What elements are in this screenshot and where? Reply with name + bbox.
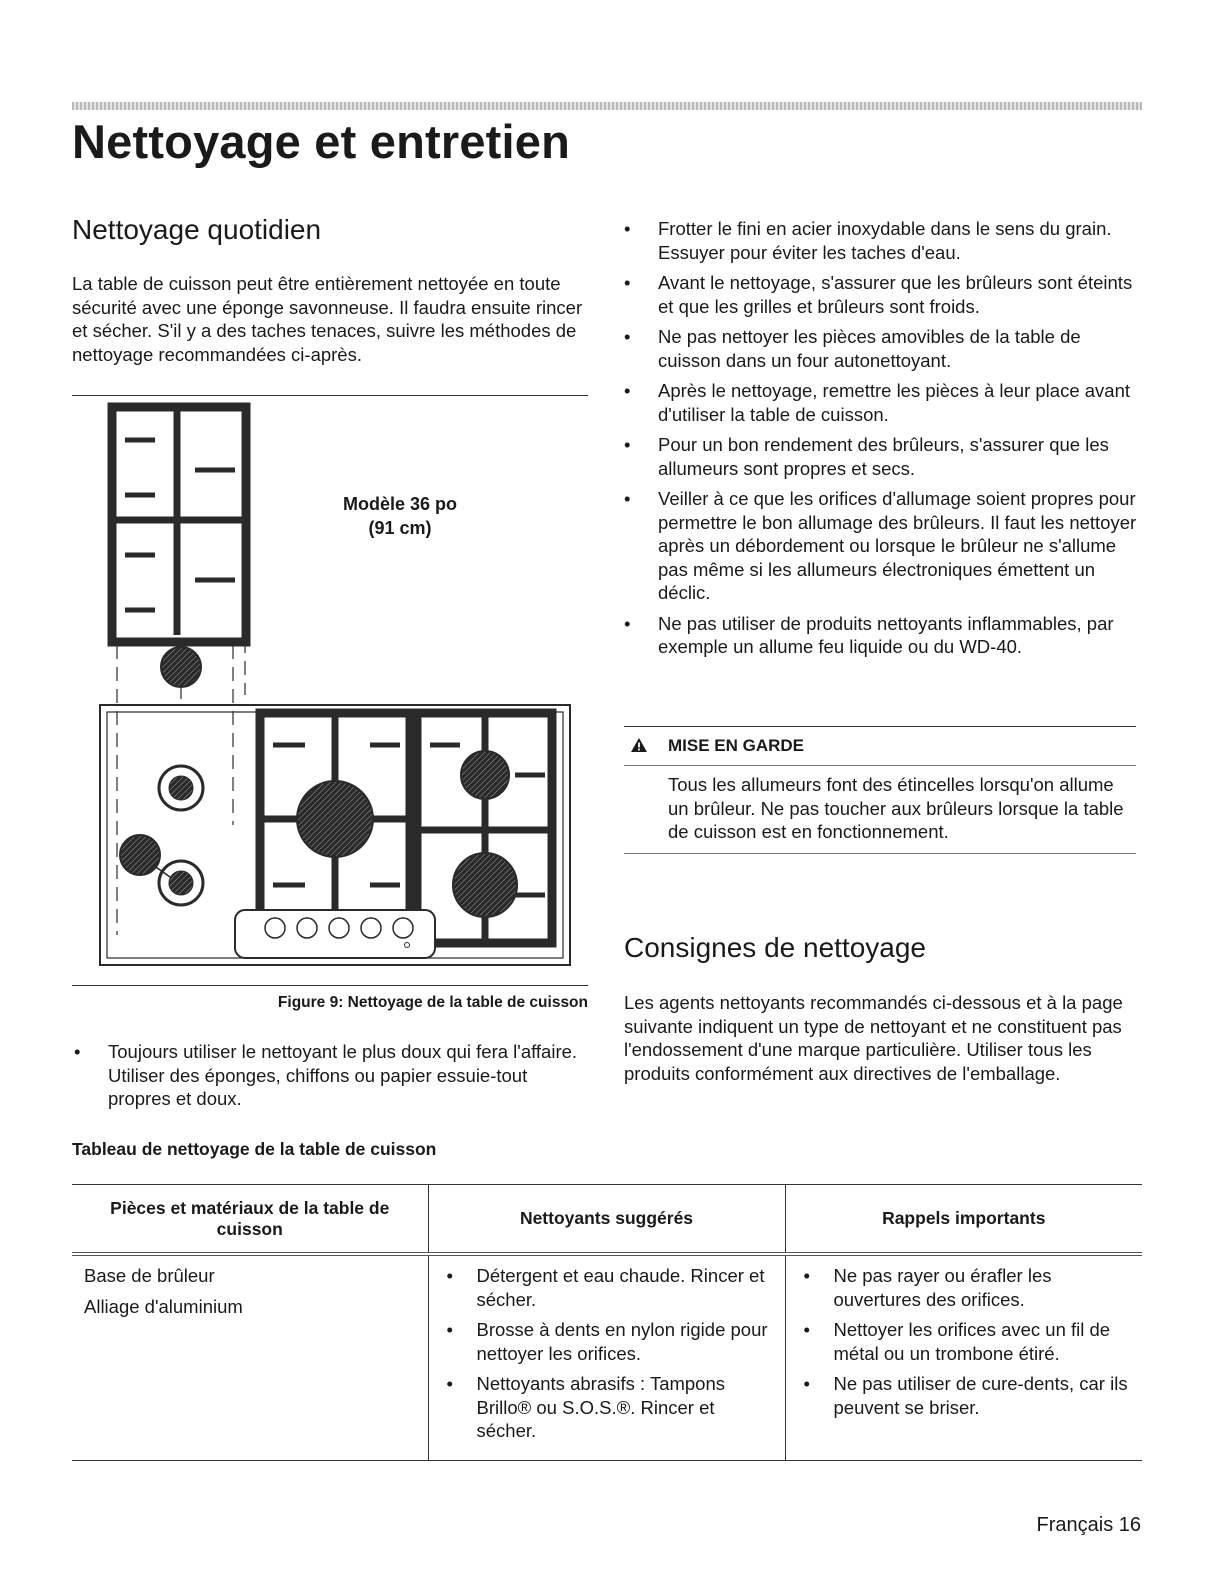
- right-grate: [417, 713, 552, 943]
- table-header-cell: Nettoyants suggérés: [428, 1185, 785, 1255]
- table-header-cell: Rappels importants: [785, 1185, 1142, 1255]
- table-title: Tableau de nettoyage de la table de cuisson: [72, 1139, 437, 1159]
- list-item: • Ne pas utiliser de produits nettoyants inflammables, par exemple un allume feu liquide ou du WD-40.: [624, 612, 1114, 657]
- list-item: • Frotter le fini en acier inoxydable dans le sens du grain. Essuyer pour éviter les taches d'eau.: [624, 218, 1112, 263]
- left-burners: [120, 766, 203, 905]
- warning-title: MISE EN GARDE: [668, 736, 805, 755]
- list-item: • Avant le nettoyage, s'assurer que les brûleurs sont éteints et que les grilles et brûleurs sont froids.: [624, 272, 1133, 317]
- list-item: • Pour un bon rendement des brûleurs, s'assurer que les allumeurs sont propres et secs.: [624, 434, 1109, 479]
- instructions-text: Les agents nettoyants recommandés ci-dessous et à la page suivante indiquent un type de nettoyant et ne constituent pas l'endossement d'une marque particulière. Utiliser tous les produits conformément aux directives de l'emballage.: [624, 992, 1123, 1084]
- center-grate: [260, 713, 410, 925]
- warning-icon: [630, 737, 648, 753]
- figure-bottom-rule: [72, 985, 588, 986]
- warning-text: Tous les allumeurs font des étincelles lorsqu'on allume un brûleur. Ne pas toucher aux brûleurs lorsque la table de cuisson est en fonctionnement.: [668, 774, 1124, 842]
- model-label: Modèle 36 po (91 cm): [342, 494, 458, 538]
- list-item: • Toujours utiliser le nettoyant le plus doux qui fera l'affaire. Utiliser des éponges, chiffons ou papier essuie-tout propres et doux.: [74, 1041, 578, 1109]
- list-item: • Veiller à ce que les orifices d'allumage soient propres pour permettre le bon allumage des brûleurs. Il faut les nettoyer après un débordement ou lorsque le brûleur ne s'allume pas même si les allumeurs électroniques émettent un déclic.: [624, 488, 1137, 603]
- right-bullet-list: [622, 217, 1147, 666]
- list-item: • Ne pas nettoyer les pièces amovibles de la table de cuisson dans un four autonettoyant.: [624, 326, 1081, 371]
- left-bullet-list: [72, 1040, 592, 1118]
- section-heading-instructions: Consignes de nettoyage: [624, 932, 926, 963]
- header-bar: [72, 102, 1142, 110]
- figure-caption: Figure 9: Nettoyage de la table de cuisson: [277, 994, 588, 1011]
- control-panel: [235, 910, 435, 958]
- section-heading-daily: Nettoyage quotidien: [72, 214, 322, 245]
- lifted-grate: [112, 407, 246, 642]
- list-item: • Ne pas utiliser de cure-dents, car ils peuvent se briser.: [803, 1373, 1128, 1418]
- table-row: [72, 1254, 1142, 1460]
- table-cell-cleaners: [428, 1254, 785, 1460]
- warning-bottom-rule: [624, 853, 1136, 854]
- list-item: • Détergent et eau chaude. Rincer et sécher.: [446, 1265, 765, 1310]
- daily-intro: La table de cuisson peut être entièrement nettoyée en toute sécurité avec une éponge savonneuse. Il faudra ensuite rincer et sécher. S'il y a des taches tenaces, suivre les méthodes de nettoyage recommandées ci-après.: [72, 273, 583, 365]
- warning-divider: [624, 765, 1136, 766]
- table-header-cell: Pièces et matériaux de la table de cuisson: [72, 1185, 428, 1255]
- table-header-row: [72, 1185, 1142, 1255]
- table-cell-reminders: [785, 1254, 1142, 1460]
- lifted-burner-cap: [161, 647, 201, 687]
- warning-top-rule: [624, 726, 1136, 727]
- page-footer: Français 16: [1036, 1514, 1141, 1536]
- list-item: • Nettoyants abrasifs : Tampons Brillo® ou S.O.S.®. Rincer et sécher.: [446, 1373, 726, 1441]
- list-item: • Après le nettoyage, remettre les pièces à leur place avant d'utiliser la table de cuisson.: [624, 380, 1131, 425]
- cleaning-table: [72, 1184, 1142, 1461]
- table-cell-part: Base de brûleur Alliage d'aluminium: [72, 1254, 428, 1460]
- cooktop-figure: [95, 395, 575, 970]
- list-item: • Nettoyer les orifices avec un fil de métal ou un trombone étiré.: [803, 1319, 1111, 1364]
- list-item: • Ne pas rayer ou érafler les ouvertures des orifices.: [803, 1265, 1052, 1310]
- page-title: Nettoyage et entretien: [72, 115, 571, 168]
- list-item: • Brosse à dents en nylon rigide pour nettoyer les orifices.: [446, 1319, 768, 1364]
